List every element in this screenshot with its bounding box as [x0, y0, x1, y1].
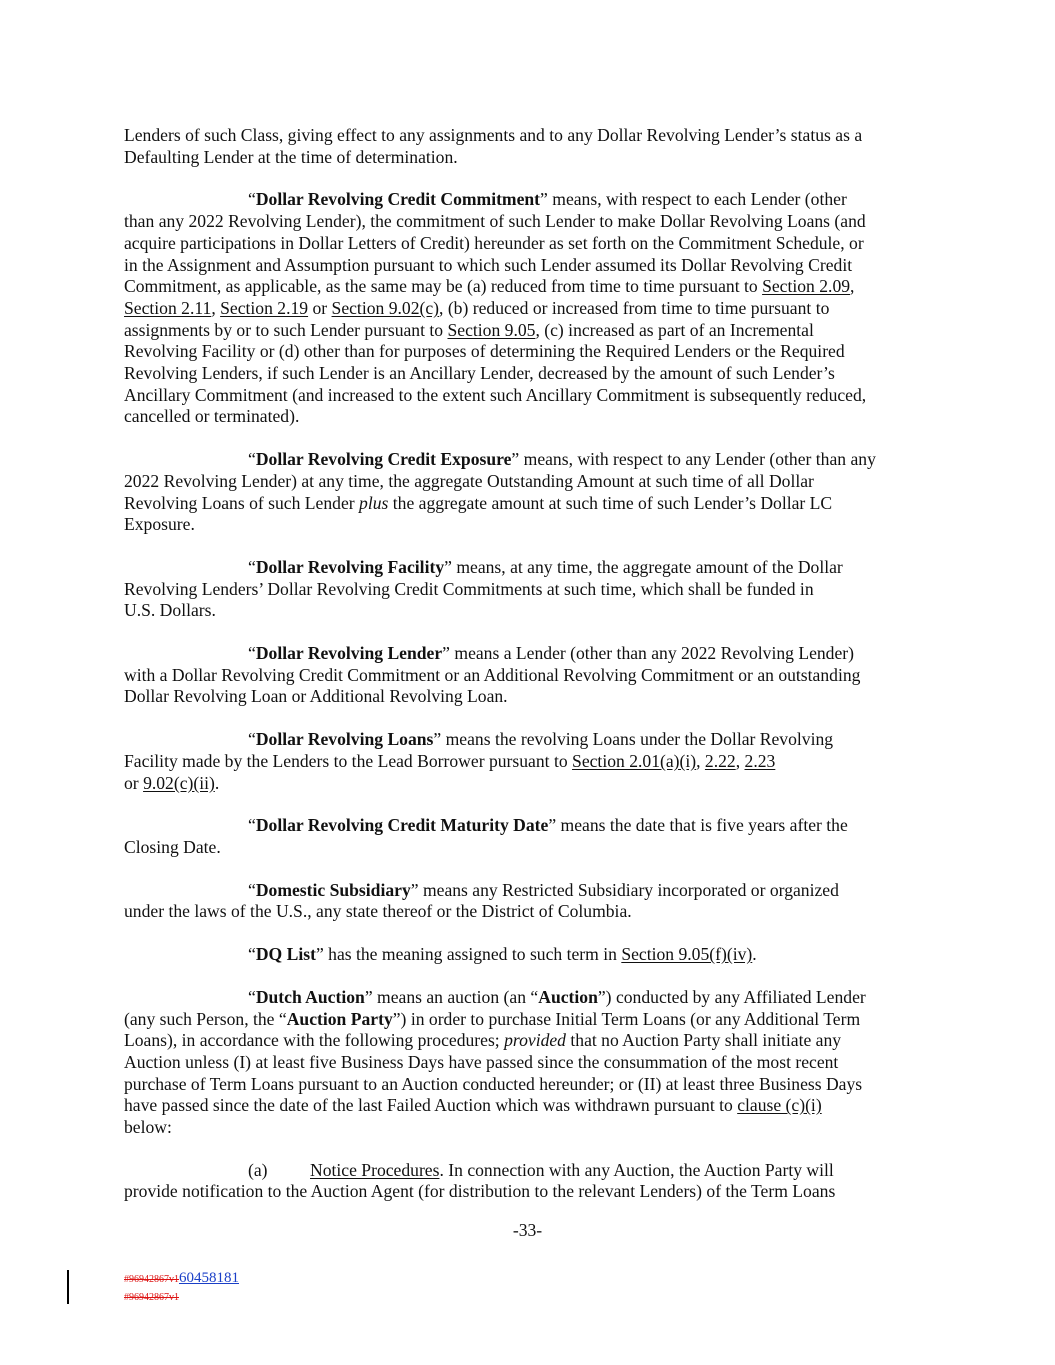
definition-dollar-revolving-lender [124, 643, 936, 708]
subsection-heading: Notice Procedures [310, 1159, 440, 1180]
text-line: “Dollar Revolving Facility” means, at any time, the aggregate amount of the Dollar [248, 556, 843, 577]
text-line: have passed since the date of the last Failed Auction which was withdrawn pursuant to clause (c)(i) [124, 1095, 822, 1116]
definition-dollar-revolving-credit-commitment [124, 189, 936, 428]
definition-dollar-revolving-facility [124, 557, 936, 622]
definition-dollar-revolving-loans [124, 729, 936, 794]
definition-domestic-subsidiary [124, 880, 936, 923]
subsection-notice-procedures [124, 1160, 936, 1203]
section-reference: 2.22 [704, 750, 736, 771]
text-line: Loans), in accordance with the following procedures; provided that no Auction Party shall initiate any [124, 1030, 842, 1051]
defined-term: Dollar Revolving Lender [255, 643, 443, 664]
defined-term: DQ List [255, 944, 316, 965]
defined-term: Dollar Revolving Credit Commitment [255, 189, 541, 210]
text-line: under the laws of the U.S., any state thereof or the District of Columbia. [124, 901, 632, 922]
text-line: “Dollar Revolving Credit Maturity Date” means the date that is five years after the [248, 815, 848, 836]
text-line: Revolving Facility or (d) other than for purposes of determining the Required Lenders or the Required [124, 341, 845, 362]
deleted-doc-id: #96942867v1 [124, 1292, 179, 1303]
section-reference: Section 2.09 [762, 276, 851, 297]
section-reference: Section 9.02(c) [331, 297, 440, 318]
text-line: Auction unless (I) at least five Business Days have passed since the consummation of the most recent [124, 1051, 839, 1072]
section-reference: clause (c)(i) [737, 1095, 822, 1116]
text-line: Defaulting Lender at the time of determination. [124, 146, 458, 167]
text-line: Revolving Loans of such Lender plus the aggregate amount at such time of such Lender’s Dollar LC [124, 492, 833, 513]
text-line: with a Dollar Revolving Credit Commitment or an Additional Revolving Commitment or an outstanding [124, 664, 861, 685]
defined-term: Domestic Subsidiary [255, 879, 411, 900]
page-number: -33- [512, 1220, 543, 1240]
section-reference: 2.23 [744, 750, 776, 771]
text-line: in the Assignment and Assumption pursuant to which such Lender assumed its Dollar Revolving Credit [124, 254, 853, 275]
text-line: (any such Person, the “Auction Party”) in order to purchase Initial Term Loans (or any Additional Term [124, 1008, 861, 1029]
defined-term: Dollar Revolving Credit Exposure [255, 449, 512, 470]
section-reference: Section 2.01(a)(i) [572, 750, 697, 771]
text-line: Facility made by the Lenders to the Lead Borrower pursuant to Section 2.01(a)(i), 2.22, 2.23 [124, 750, 776, 771]
text-line: acquire participations in Dollar Letters of Credit) hereunder as set forth on the Commitment Schedule, or [124, 232, 864, 253]
text-line: “Dollar Revolving Loans” means the revolving Loans under the Dollar Revolving [248, 729, 834, 750]
text-line: 2022 Revolving Lender) at any time, the aggregate Outstanding Amount at such time of all Dollar [124, 470, 814, 491]
text-line: “DQ List” has the meaning assigned to such term in Section 9.05(f)(iv). [248, 944, 757, 965]
text-line: “Domestic Subsidiary” means any Restricted Subsidiary incorporated or organized [248, 879, 839, 900]
text-line: provide notification to the Auction Agent (for distribution to the relevant Lenders) of the Term Loans [124, 1181, 836, 1202]
text-line: “Dutch Auction” means an auction (an “Auction”) conducted by any Affiliated Lender [248, 986, 866, 1007]
defined-term: Dollar Revolving Credit Maturity Date [255, 815, 549, 836]
text-line: cancelled or terminated). [124, 406, 300, 427]
text-line: Revolving Lenders, if such Lender is an Ancillary Lender, decreased by the amount of such Lender’s [124, 363, 835, 384]
text-line: Section 2.11, Section 2.19 or Section 9.02(c), (b) reduced or increased from time to time pursuant to [124, 297, 830, 318]
definition-dq-list [124, 944, 936, 966]
section-reference: Section 2.11 [124, 297, 212, 318]
text-line: Revolving Lenders’ Dollar Revolving Credit Commitments at such time, which shall be funded in [124, 578, 814, 599]
defined-term: Auction [538, 986, 598, 1007]
subsection-number: (a) [248, 1159, 268, 1180]
defined-term: Auction Party [286, 1008, 393, 1029]
definition-dollar-revolving-credit-maturity-date [124, 815, 936, 858]
deleted-doc-id: #96942867v1 [124, 1274, 179, 1285]
text-line: (a) Notice Procedures. In connection with any Auction, the Auction Party will [248, 1159, 834, 1180]
definition-dollar-revolving-credit-exposure [124, 449, 936, 536]
section-reference: Section 2.19 [220, 297, 309, 318]
text-line: “Dollar Revolving Credit Commitment” means, with respect to each Lender (other [248, 189, 847, 210]
defined-term: Dollar Revolving Loans [255, 729, 434, 750]
text-line: or 9.02(c)(ii). [124, 772, 220, 793]
text-line: Closing Date. [124, 836, 221, 857]
paragraph-continuation [124, 125, 936, 168]
text-line: Exposure. [124, 514, 195, 535]
defined-term: Dutch Auction [255, 986, 365, 1007]
text-line: Ancillary Commitment (and increased to the extent such Ancillary Commitment is subsequently reduced, [124, 384, 867, 405]
text-line: than any 2022 Revolving Lender), the commitment of such Lender to make Dollar Revolving Loans (and [124, 211, 866, 232]
text-line: Dollar Revolving Loan or Additional Revolving Loan. [124, 686, 508, 707]
revision-change-bar [67, 1270, 69, 1304]
document-body [124, 125, 936, 1224]
text-line: assignments by or to such Lender pursuant to Section 9.05, (c) increased as part of an Incremental [124, 319, 814, 340]
section-reference: 9.02(c)(ii) [143, 772, 215, 793]
definition-dutch-auction [124, 987, 936, 1139]
text-line: “Dollar Revolving Credit Exposure” means, with respect to any Lender (other than any [248, 449, 876, 470]
text-line: below: [124, 1117, 172, 1138]
section-reference: Section 9.05(f)(iv) [621, 944, 753, 965]
document-id [124, 1272, 239, 1286]
text-line: “Dollar Revolving Lender” means a Lender (other than any 2022 Revolving Lender) [248, 643, 855, 664]
text-line: purchase of Term Loans pursuant to an Auction conducted hereunder; or (II) at least three Business Days [124, 1073, 863, 1094]
text-line: U.S. Dollars. [124, 600, 216, 621]
text-line: Lenders of such Class, giving effect to any assignments and to any Dollar Revolving Lender’s status as a [124, 125, 863, 145]
inserted-doc-id: 60458181 [179, 1270, 239, 1286]
defined-term: Dollar Revolving Facility [255, 556, 445, 577]
section-reference: Section 9.05 [447, 319, 536, 340]
text-line: Commitment, as applicable, as the same may be (a) reduced from time to time pursuant to Section 2.09, [124, 276, 855, 297]
